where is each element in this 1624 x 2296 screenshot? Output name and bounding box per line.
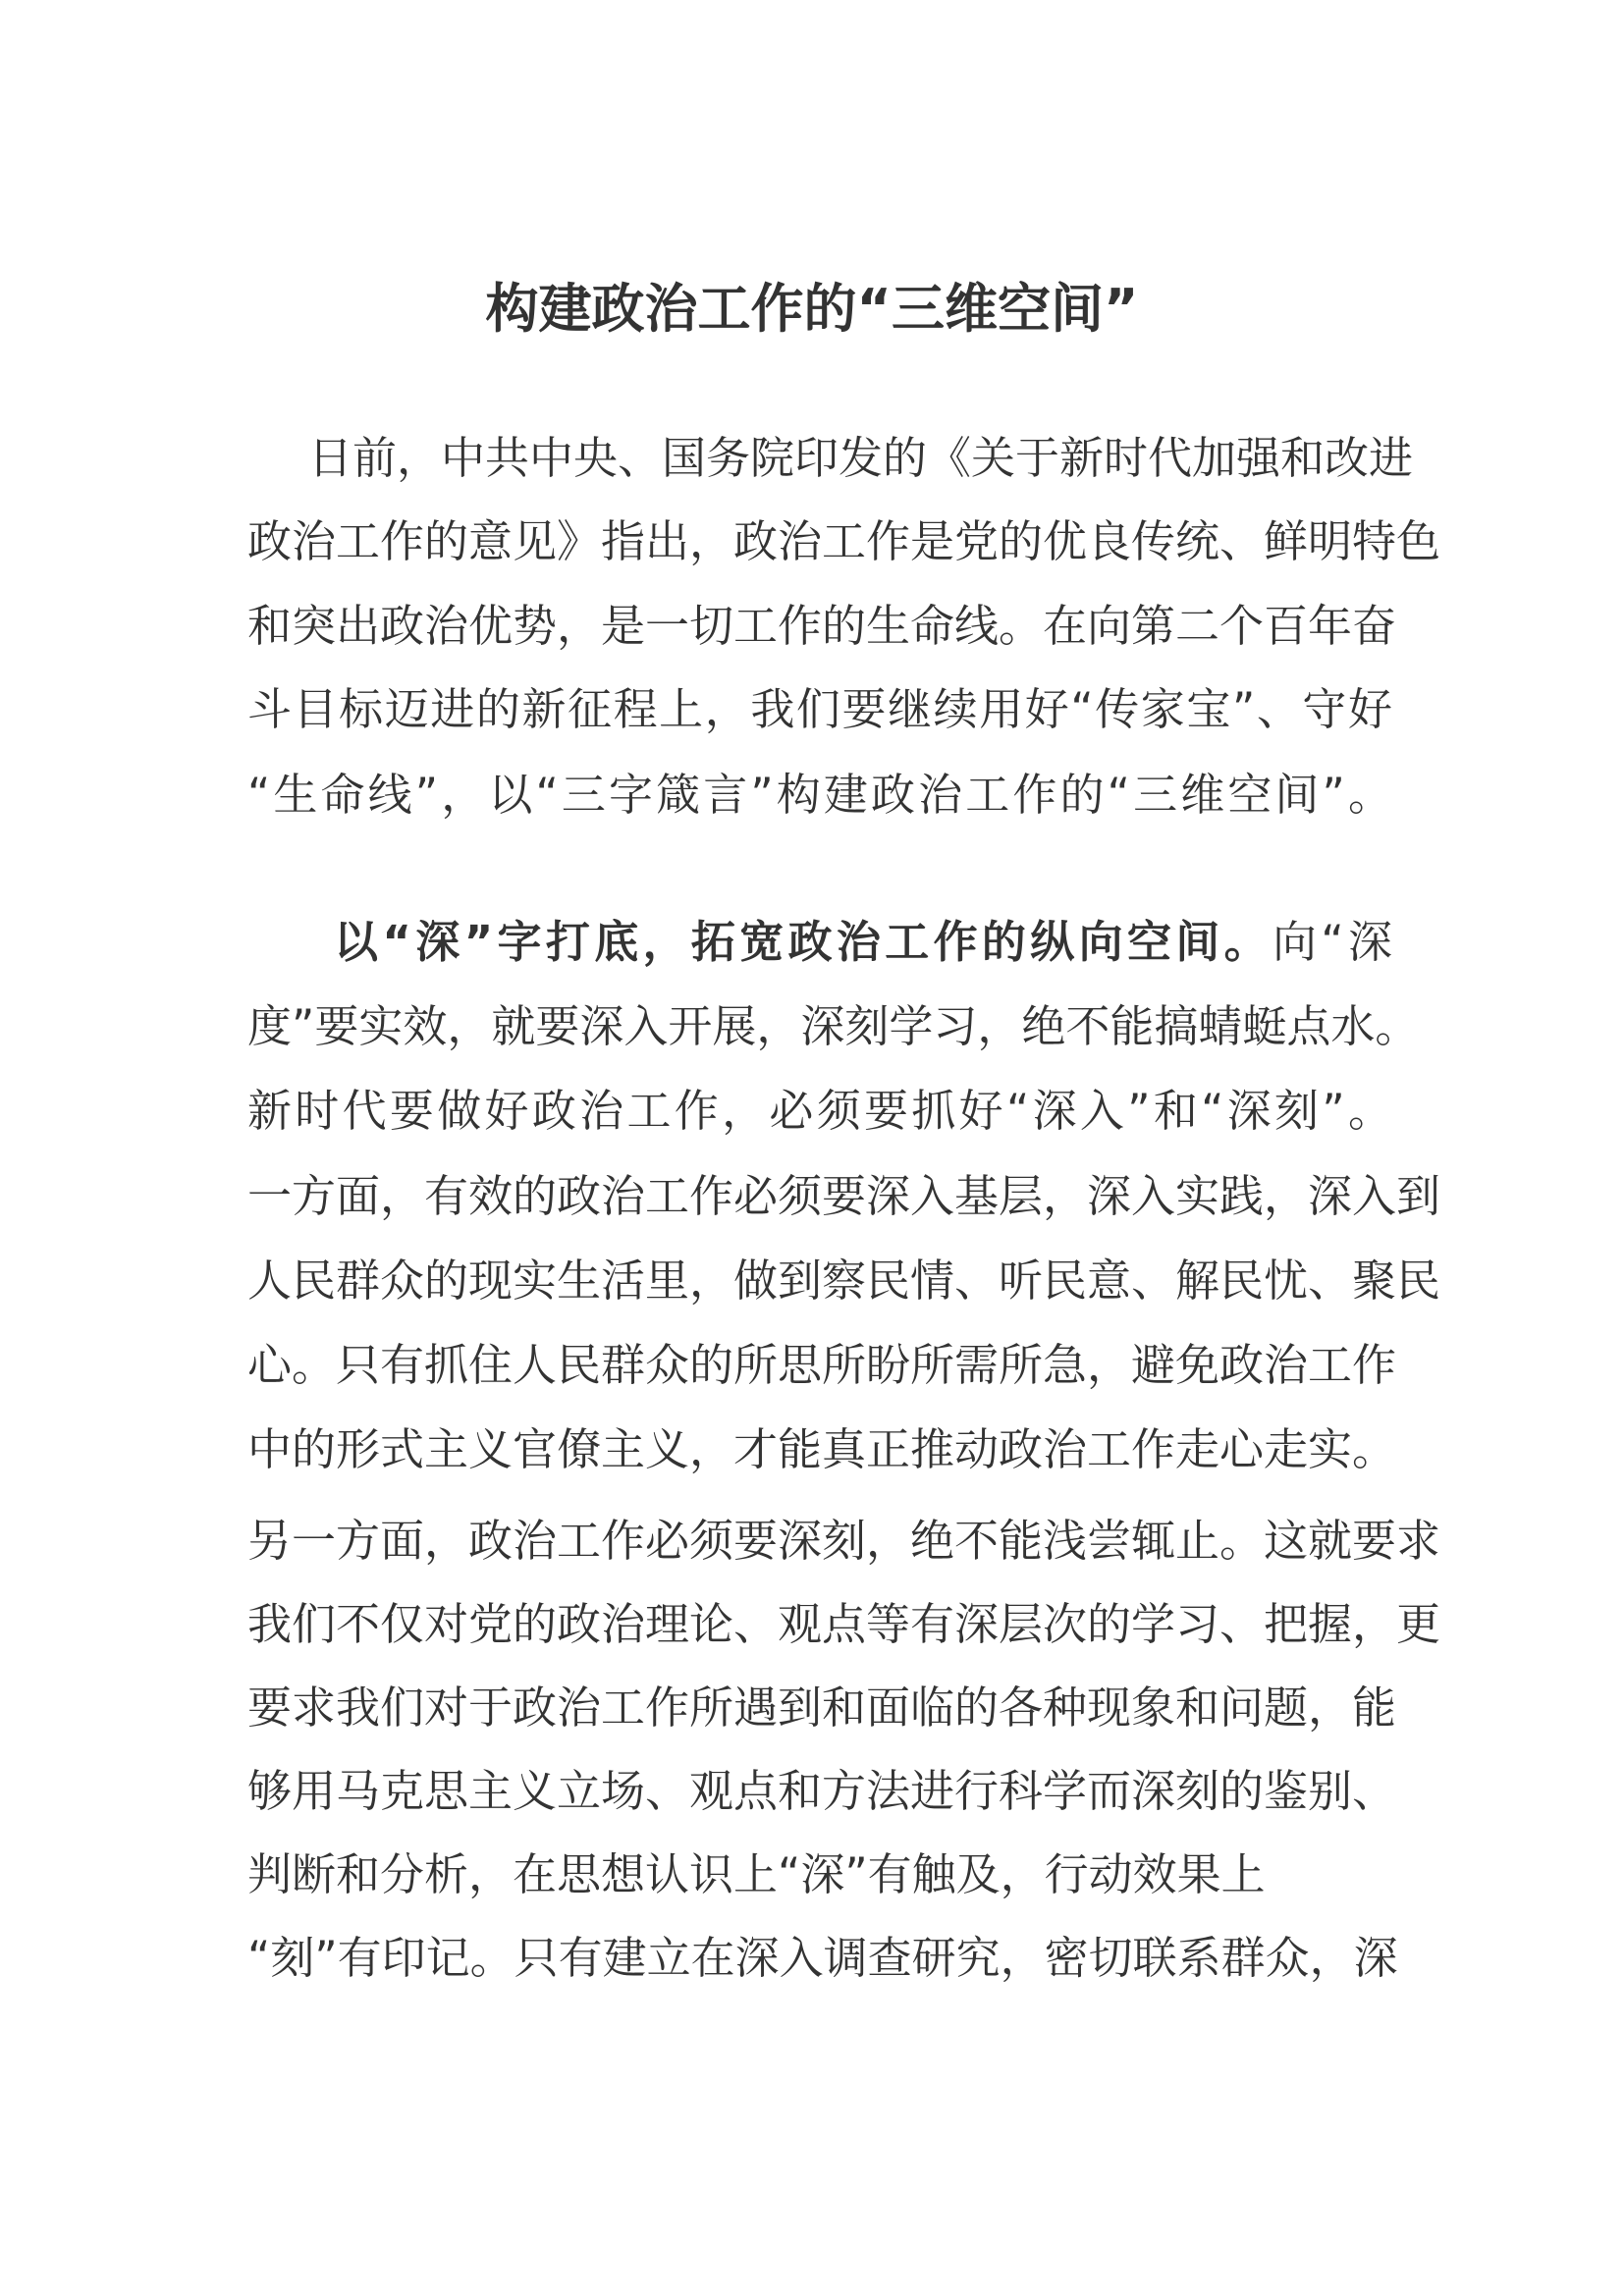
text-line: 判断和分析，在思想认识上“深”有触及，行动效果上 — [247, 1848, 1266, 1900]
text-line: 斗目标迈进的新征程上，我们要继续用好“传家宝”、守好 — [247, 683, 1392, 735]
text-line: 一方面，有效的政治工作必须要深入基层，深入实践，深入到 — [247, 1170, 1441, 1222]
text-line: 政治工作的意见》指出，政治工作是党的优良传统、鲜明特色 — [247, 515, 1441, 567]
document-title: 构建政治工作的“三维空间” — [485, 278, 1139, 340]
text-line: 够用马克思主义立场、观点和方法进行科学而深刻的鉴别、 — [247, 1765, 1397, 1817]
text-line: 新时代要做好政治工作，必须要抓好“深入”和“深刻”。 — [247, 1085, 1392, 1137]
section-heading: 以“深”字打底，拓宽政治工作的纵向空间。 — [334, 916, 1272, 968]
text-line: 心。只有抓住人民群众的所思所盼所需所急，避免政治工作 — [247, 1339, 1397, 1391]
text-line: “生命线”，以“三字箴言”构建政治工作的“三维空间”。 — [247, 769, 1392, 821]
text-line: 人民群众的现实生活里，做到察民情、听民意、解民忧、聚民 — [247, 1255, 1441, 1307]
text-line — [334, 900, 1392, 985]
text-line: 中的形式主义官僚主义，才能真正推动政治工作走心走实。 — [247, 1423, 1397, 1475]
text-line: 和突出政治优势，是一切工作的生命线。在向第二个百年奋 — [247, 600, 1397, 652]
text-line: 另一方面，政治工作必须要深刻，绝不能浅尝辄止。这就要求 — [247, 1515, 1441, 1567]
text-line: 度”要实效，就要深入开展，深刻学习，绝不能搞蜻蜓点水。 — [247, 1000, 1420, 1052]
text-line: 要求我们对于政治工作所遇到和面临的各种现象和问题，能 — [247, 1682, 1397, 1734]
text-line: 我们不仅对党的政治理论、观点等有深层次的学习、把握，更 — [247, 1598, 1441, 1650]
text-line: 日前，中共中央、国务院印发的《关于新时代加强和改进 — [308, 432, 1414, 484]
text-line: “刻”有印记。只有建立在深入调查研究，密切联系群众，深 — [247, 1932, 1398, 1984]
text-span: 向“深 — [1272, 916, 1392, 968]
